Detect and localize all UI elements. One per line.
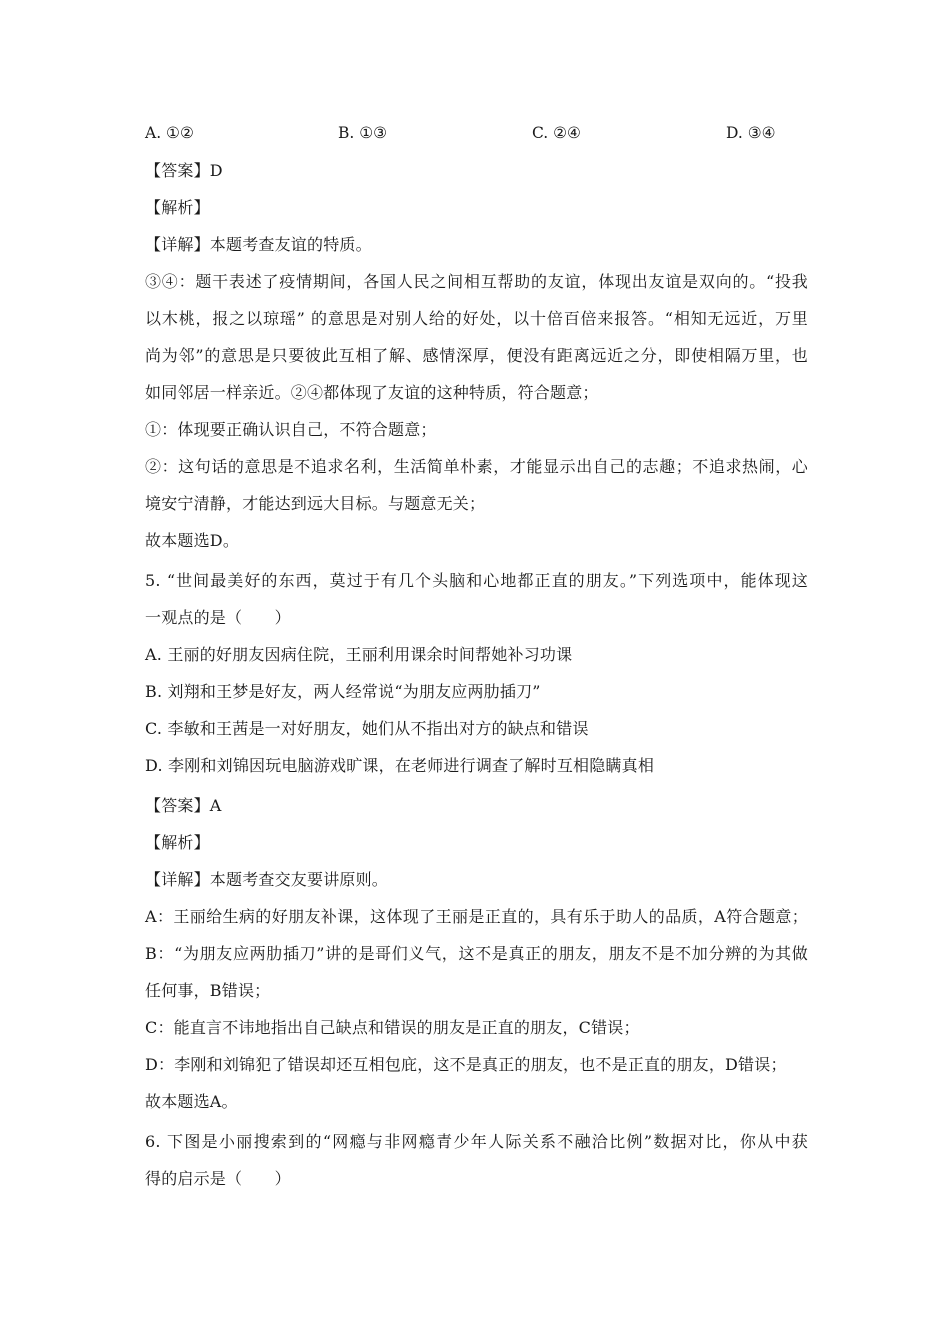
q4-detail: 【详解】本题考查友谊的特质。 (145, 235, 372, 254)
q5-option-a: A. 王丽的好朋友因病住院，王丽利用课余时间帮她补习功课 (145, 645, 573, 664)
q5-explanation-line: 任何事，B错误； (145, 981, 271, 1000)
q6-stem-line: 6. 下图是小丽搜索到的“网瘾与非网瘾青少年人际关系不融洽比例”数据对比，你从中获 (145, 1132, 808, 1151)
q4-options (145, 124, 845, 148)
q4-explanation-line: 境安宁清静，才能达到远大目标。与题意无关； (145, 494, 486, 513)
q4-option-b: B. ①③ (338, 124, 388, 142)
q5-stem-line: 5. “世间最美好的东西，莫过于有几个头脑和心地都正直的朋友。”下列选项中，能体现这 (145, 571, 808, 590)
q5-option-b: B. 刘翔和王梦是好友，两人经常说“为朋友应两肋插刀” (145, 682, 541, 701)
q4-analysis-label: 【解析】 (145, 198, 210, 217)
q4-explanation-line: ②：这句话的意思是不追求名利，生活简单朴素，才能显示出自己的志趣；不追求热闹，心 (145, 457, 808, 476)
q5-stem-line: 一观点的是（ ） (145, 608, 291, 627)
q5-explanation-line: C：能直言不讳地指出自己缺点和错误的朋友是正直的朋友，C错误； (145, 1018, 640, 1037)
q5-explanation-line: D：李刚和刘锦犯了错误却还互相包庇，这不是真正的朋友，也不是正直的朋友，D错误； (145, 1055, 787, 1074)
q4-option-a: A. ①② (145, 124, 194, 142)
q6-stem-line: 得的启示是（ ） (145, 1169, 291, 1188)
q4-explanation-line: 以木桃，报之以琼瑶” 的意思是对别人给的好处，以十倍百倍来报答。“相知无远近，万里 (145, 309, 808, 328)
q5-option-c: C. 李敏和王茜是一对好朋友，她们从不指出对方的缺点和错误 (145, 719, 589, 738)
q5-explanation-line: A：王丽给生病的好朋友补课，这体现了王丽是正直的，具有乐于助人的品质，A符合题意； (145, 907, 808, 926)
q4-conclusion: 故本题选D。 (145, 531, 240, 550)
q5-conclusion: 故本题选A。 (145, 1092, 238, 1111)
q5-answer: 【答案】A (145, 796, 222, 815)
q4-answer: 【答案】D (145, 161, 223, 180)
q5-option-d: D. 李刚和刘锦因玩电脑游戏旷课，在老师进行调查了解时互相隐瞒真相 (145, 756, 655, 775)
q4-explanation-line: ①：体现要正确认识自己，不符合题意； (145, 420, 437, 439)
q4-explanation-line: 如同邻居一样亲近。②④都体现了友谊的这种特质，符合题意； (145, 383, 599, 402)
q5-detail: 【详解】本题考查交友要讲原则。 (145, 870, 389, 889)
q4-explanation-line: 尚为邻”的意思是只要彼此互相了解、感情深厚，便没有距离远近之分，即使相隔万里，也 (145, 346, 808, 365)
q5-explanation-line: B：“为朋友应两肋插刀”讲的是哥们义气，这不是真正的朋友，朋友不是不加分辨的为其做 (145, 944, 808, 963)
q5-analysis-label: 【解析】 (145, 833, 210, 852)
q4-option-c: C. ②④ (532, 124, 581, 142)
q4-explanation-line: ③④：题干表述了疫情期间，各国人民之间相互帮助的友谊，体现出友谊是双向的。“投我 (145, 272, 808, 291)
q4-option-d: D. ③④ (726, 124, 776, 142)
